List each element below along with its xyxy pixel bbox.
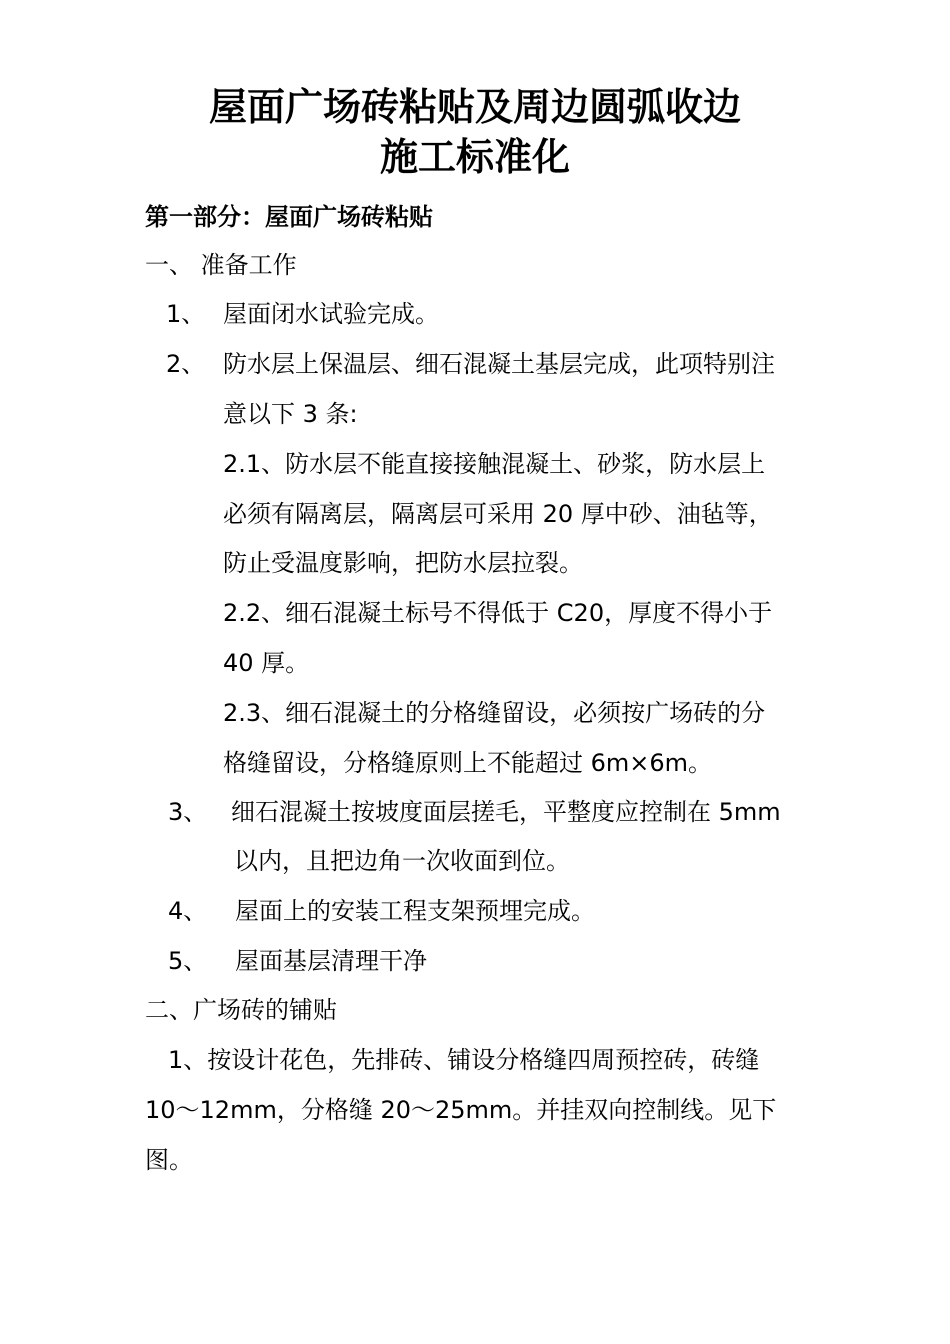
list-item-number: 3、 bbox=[168, 798, 208, 826]
list-item-text: 以内，且把边角一次收面到位。 bbox=[234, 847, 570, 875]
list-item-text: 意以下 3 条: bbox=[223, 400, 358, 428]
list-item-number: 5、 bbox=[168, 947, 208, 975]
sub-item-text: 2.1、防水层不能直接接触混凝土、砂浆，防水层上 bbox=[223, 450, 766, 478]
list-item-number: 2、 bbox=[166, 350, 206, 378]
list-item-text: 屋面基层清理干净 bbox=[235, 947, 427, 975]
sub-item-text: 2.3、细石混凝土的分格缝留设，必须按广场砖的分 bbox=[223, 699, 766, 727]
sub-item-text: 2.2、细石混凝土标号不得低于 C20，厚度不得小于 bbox=[223, 599, 773, 627]
list-item-text: 屋面上的安装工程支架预埋完成。 bbox=[235, 897, 595, 925]
list-item-text: 细石混凝土按坡度面层搓毛，平整度应控制在 5mm bbox=[231, 798, 781, 826]
list-item-number: 1、 bbox=[166, 300, 206, 328]
part-heading: 第一部分：屋面广场砖粘贴 bbox=[145, 203, 433, 231]
sub-item-text: 格缝留设，分格缝原则上不能超过 6m×6m。 bbox=[223, 749, 713, 777]
list-item-text: 屋面闭水试验完成。 bbox=[223, 300, 439, 328]
list-item-text: 防水层上保温层、细石混凝土基层完成，此项特别注 bbox=[223, 350, 775, 378]
sub-item-text: 必须有隔离层，隔离层可采用 20 厚中砂、油毡等， bbox=[223, 500, 773, 528]
section-heading-tile-laying: 二、广场砖的铺贴 bbox=[145, 996, 337, 1024]
paragraph-line: 10～12mm，分格缝 20～25mm。并挂双向控制线。见下 bbox=[145, 1096, 777, 1124]
document-title-line-2: 施工标准化 bbox=[379, 134, 570, 179]
paragraph-line: 1、按设计花色，先排砖、铺设分格缝四周预控砖，砖缝 bbox=[168, 1046, 760, 1074]
sub-item-text: 40 厚。 bbox=[223, 649, 310, 677]
list-item-number: 4、 bbox=[168, 897, 208, 925]
document-title-line-1: 屋面广场砖粘贴及周边圆弧收边 bbox=[208, 84, 741, 129]
section-heading-preparation: 一、 准备工作 bbox=[145, 251, 297, 279]
sub-item-text: 防止受温度影响，把防水层拉裂。 bbox=[223, 549, 583, 577]
paragraph-line: 图。 bbox=[145, 1146, 193, 1174]
